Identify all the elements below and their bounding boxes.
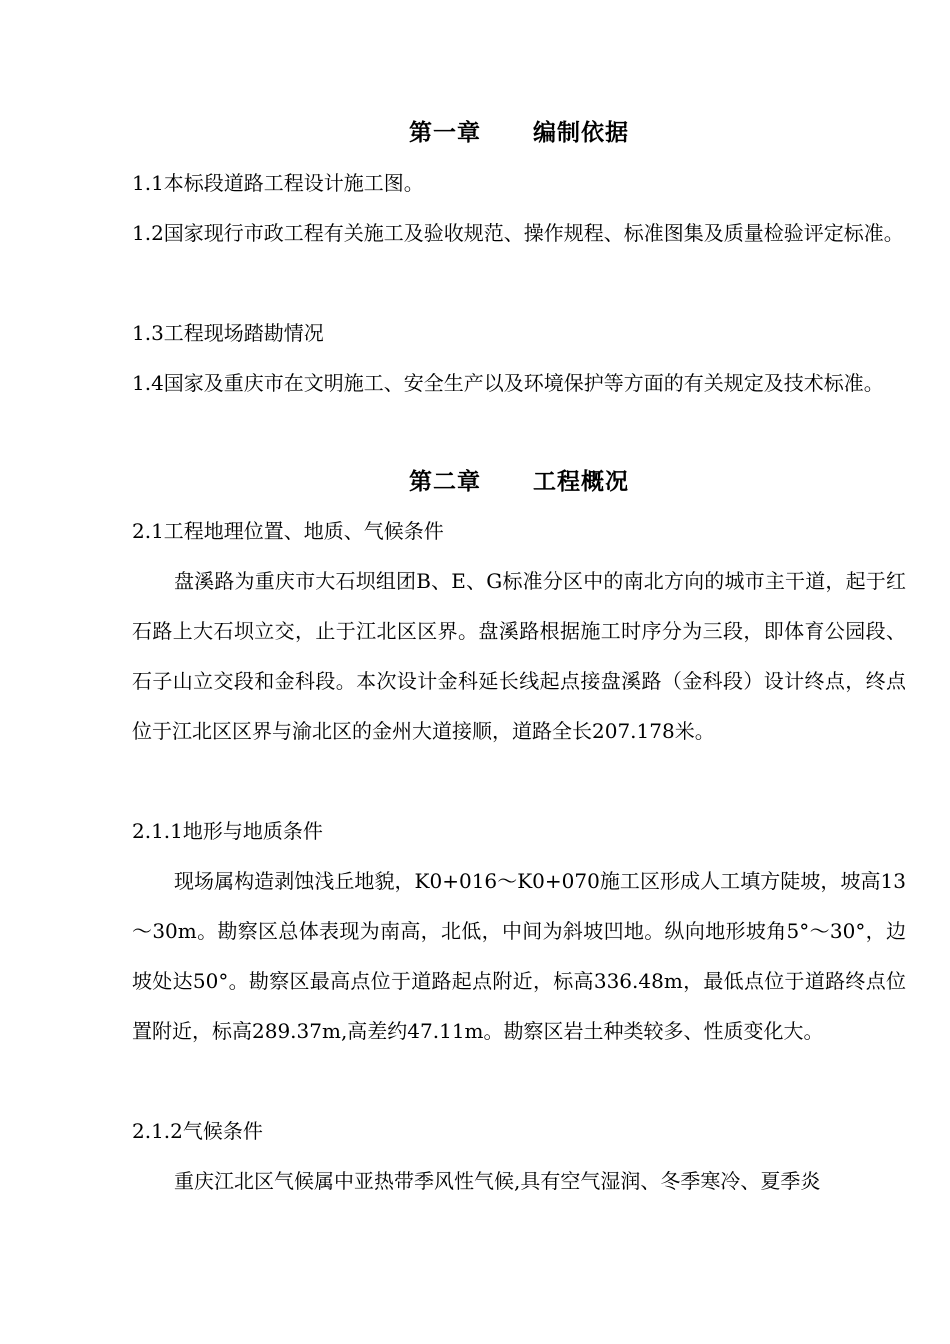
- section-2-1-1-body: 现场属构造剥蚀浅丘地貌，K0+016～K0+070施工区形成人工填方陡坡，坡高13～30m。勘察区总体表现为南高，北低，中间为斜坡凹地。纵向地形坡角5°～30°，边坡处达50°。勘察区最高点位于道路起点附近，标高336.48m，最低点位于道路终点位置附近，标高289.37m,高差约47.11m。勘察区岩土种类较多、性质变化大。: [132, 869, 906, 1043]
- chapter-1-heading: [132, 118, 906, 148]
- section-2-1-body: 盘溪路为重庆市大石坝组团B、E、G标准分区中的南北方向的城市主干道，起于红石路上大石坝立交，止于江北区区界。盘溪路根据施工时序分为三段，即体育公园段、石子山立交段和金科段。本次设计金科延长线起点接盘溪路（金科段）设计终点，终点位于江北区区界与渝北区的金州大道接顺，道路全长207.178米。: [132, 569, 906, 743]
- basis-item-3: 1.3工程现场踏勘情况: [132, 321, 324, 345]
- chapter-1-title: 编制依据: [533, 120, 629, 146]
- section-2-1-2-body: 重庆江北区气候属中亚热带季风性气候,具有空气湿润、冬季寒冷、夏季炎: [174, 1169, 821, 1193]
- chapter-1-number: 第一章: [409, 120, 481, 146]
- section-2-1-heading: 2.1工程地理位置、地质、气候条件: [132, 519, 444, 543]
- section-2-1-1-heading: 2.1.1地形与地质条件: [132, 819, 323, 843]
- chapter-2-title: 工程概况: [533, 469, 629, 495]
- basis-item-2: 1.2国家现行市政工程有关施工及验收规范、操作规程、标准图集及质量检验评定标准。: [132, 221, 904, 245]
- chapter-2-number: 第二章: [409, 469, 481, 495]
- basis-item-1: 1.1本标段道路工程设计施工图。: [132, 171, 424, 195]
- section-2-1-2-heading: 2.1.2气候条件: [132, 1119, 263, 1143]
- basis-item-4: 1.4国家及重庆市在文明施工、安全生产以及环境保护等方面的有关规定及技术标准。: [132, 371, 884, 395]
- chapter-2-heading: [132, 467, 906, 497]
